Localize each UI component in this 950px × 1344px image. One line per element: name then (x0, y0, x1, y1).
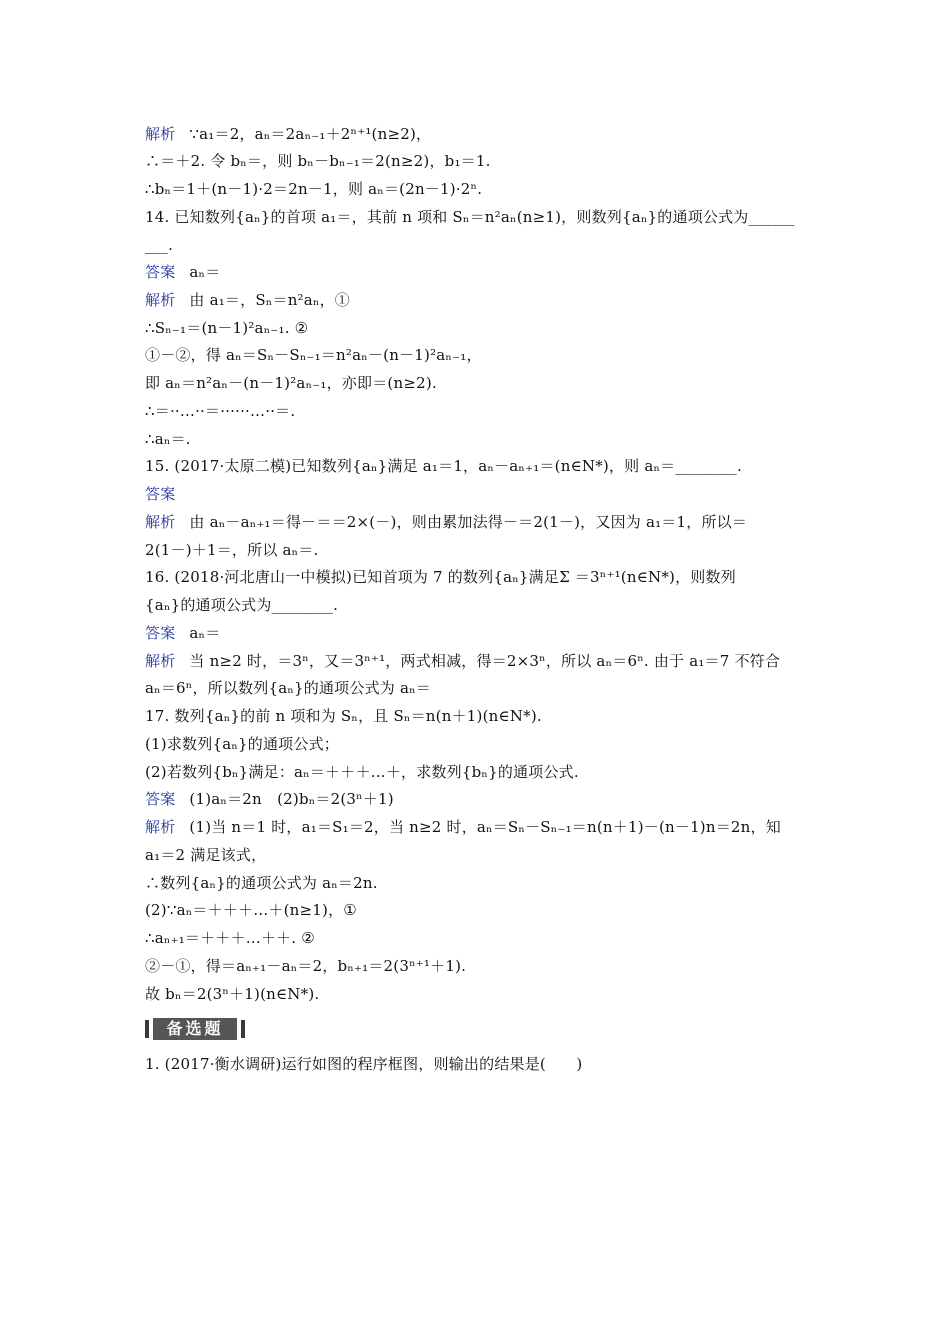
text-line (145, 734, 339, 754)
analysis-label: 解析 (145, 818, 176, 836)
line-text: 即 aₙ＝n²aₙ－(n－1)²aₙ₋₁，亦即＝(n≥2). (145, 374, 437, 392)
text-line (145, 179, 482, 199)
analysis-line (145, 512, 747, 532)
answer-label: 答案 (145, 624, 176, 642)
line-text: 2(1－)＋1＝，所以 aₙ＝. (145, 541, 319, 559)
line-text: 由 aₙ－aₙ₊₁＝得－＝＝2×(－)，则由累加法得－＝2(1－)，又因为 a₁＝1，所以＝ (189, 513, 748, 531)
section-title: 备选题 (153, 1018, 237, 1040)
line-text: 故 bₙ＝2(3ⁿ＋1)(n∈N*). (145, 985, 320, 1003)
text-line (145, 762, 579, 782)
answer-line (145, 789, 394, 809)
analysis-line (145, 651, 780, 671)
line-text: ∴aₙ₊₁＝＋＋＋…＋＋. ② (145, 929, 315, 947)
text-line (145, 540, 319, 560)
line-text: aₙ＝6ⁿ，所以数列{aₙ}的通项公式为 aₙ＝ (145, 679, 431, 697)
line-text: 16. (2018·河北唐山一中模拟)已知首项为 7 的数列{aₙ}满足Σ ＝3ⁿ⁺¹(n∈N*)，则数列 (145, 568, 736, 586)
backup-question-1 (145, 1054, 582, 1074)
line-text: (1)aₙ＝2n (2)bₙ＝2(3ⁿ＋1) (189, 790, 394, 808)
line-text: 1. (2017·衡水调研)运行如图的程序框图，则输出的结果是( ) (145, 1055, 583, 1073)
question-16 (145, 567, 736, 587)
line-text: aₙ＝ (189, 624, 221, 642)
line-text: 17. 数列{aₙ}的前 n 项和为 Sₙ，且 Sₙ＝n(n＋1)(n∈N*). (145, 707, 542, 725)
text-line (145, 928, 315, 948)
text-line (145, 678, 431, 698)
analysis-line (145, 124, 431, 144)
analysis-label: 解析 (145, 652, 176, 670)
line-text: 当 n≥2 时，＝3ⁿ，又＝3ⁿ⁺¹，两式相减，得＝2×3ⁿ，所以 aₙ＝6ⁿ. 由于 a₁＝7 不符合 (189, 652, 781, 670)
line-text: ∴＝＋2. 令 bₙ＝，则 bₙ－bₙ₋₁＝2(n≥2)，b₁＝1. (145, 152, 491, 170)
text-line (145, 345, 482, 365)
analysis-line (145, 290, 350, 310)
line-text: aₙ＝ (189, 263, 221, 281)
line-text: ②－①，得＝aₙ₊₁－aₙ＝2，bₙ₊₁＝2(3ⁿ⁺¹＋1). (145, 957, 467, 975)
line-text: ①－②，得 aₙ＝Sₙ－Sₙ₋₁＝n²aₙ－(n－1)²aₙ₋₁， (145, 346, 482, 364)
answer-label: 答案 (145, 263, 176, 281)
question-14 (145, 207, 795, 227)
line-text: ∴bₙ＝1＋(n－1)·2＝2n－1，则 aₙ＝(2n－1)·2ⁿ. (145, 180, 483, 198)
text-line (145, 318, 308, 338)
answer-label: 答案 (145, 790, 176, 808)
text-line (145, 956, 466, 976)
text-line (145, 873, 378, 893)
line-text: ∴aₙ＝. (145, 430, 191, 448)
line-text: 由 a₁＝，Sₙ＝n²aₙ，① (189, 291, 351, 309)
line-text: (2)∵aₙ＝＋＋＋…＋(n≥1)，① (145, 901, 357, 919)
analysis-label: 解析 (145, 291, 176, 309)
line-text: (1)当 n＝1 时，a₁＝S₁＝2，当 n≥2 时，aₙ＝Sₙ－Sₙ₋₁＝n(n＋1)－(n－1)n＝2n，知 (189, 818, 781, 836)
line-text: (2)若数列{bₙ}满足：aₙ＝＋＋＋…＋，求数列{bₙ}的通项公式. (145, 763, 579, 781)
text-line (145, 595, 338, 615)
text-line (145, 235, 173, 255)
line-text: (1)求数列{aₙ}的通项公式； (145, 735, 339, 753)
answer-line (145, 484, 189, 504)
line-text: ∴数列{aₙ}的通项公式为 aₙ＝2n. (145, 874, 378, 892)
text-line (145, 373, 437, 393)
answer-line (145, 262, 220, 282)
section-header (145, 1016, 247, 1042)
text-line (145, 984, 319, 1004)
line-text: 14. 已知数列{aₙ}的首项 a₁＝，其前 n 项和 Sₙ＝n²aₙ(n≥1)，则数列{aₙ}的通项公式为______ (145, 208, 795, 226)
question-15 (145, 456, 742, 476)
line-text: 15. (2017·太原二模)已知数列{aₙ}满足 a₁＝1，aₙ－aₙ₊₁＝(n∈N*)，则 aₙ＝________. (145, 457, 742, 475)
question-17 (145, 706, 542, 726)
text-line (145, 845, 266, 865)
text-line (145, 151, 491, 171)
analysis-label: 解析 (145, 513, 176, 531)
section-bar-left (145, 1020, 149, 1038)
line-text: ∴＝··…··＝······…··＝. (145, 402, 296, 420)
text-line (145, 401, 295, 421)
answer-label: 答案 (145, 485, 176, 503)
analysis-label: 解析 (145, 125, 176, 143)
analysis-line (145, 817, 781, 837)
text-line (145, 900, 357, 920)
text-line (145, 429, 191, 449)
line-text: ∵a₁＝2，aₙ＝2aₙ₋₁＋2ⁿ⁺¹(n≥2)， (189, 125, 432, 143)
line-text: a₁＝2 满足该式， (145, 846, 267, 864)
answer-line (145, 623, 220, 643)
line-text: ___. (145, 236, 174, 254)
section-bar-right (241, 1020, 245, 1038)
line-text: ∴Sₙ₋₁＝(n－1)²aₙ₋₁. ② (145, 319, 309, 337)
line-text: {aₙ}的通项公式为________. (145, 596, 339, 614)
